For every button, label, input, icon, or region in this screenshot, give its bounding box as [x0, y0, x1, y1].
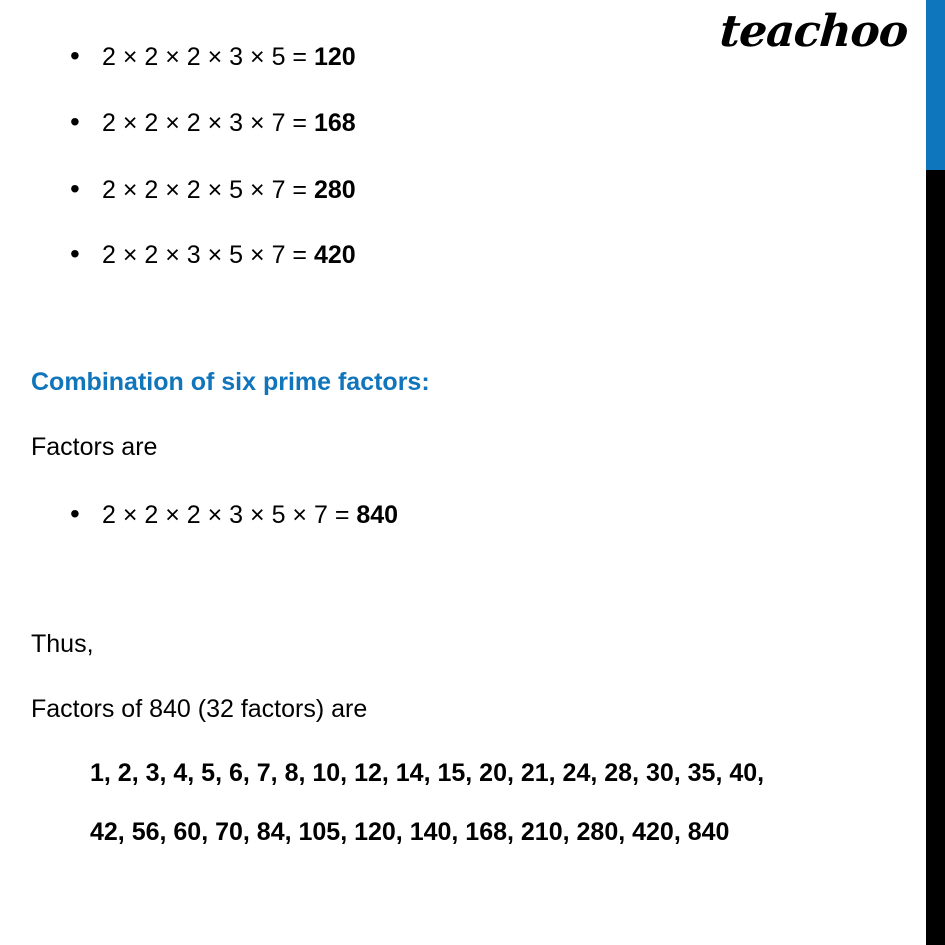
bullet-equation [102, 111, 356, 136]
factors-are-label: Factors are [31, 433, 158, 461]
bullet-item [70, 175, 356, 203]
right-edge-black-bar [926, 170, 945, 945]
bullet-dot-icon: • [70, 40, 80, 71]
bullet-expression: 2 × 2 × 2 × 3 × 5 × 7 = [102, 501, 357, 529]
bullet-result: 120 [313, 43, 356, 71]
bullet-result: 168 [313, 109, 356, 137]
bullet-result: 280 [313, 176, 356, 204]
bullet-dot-icon: • [70, 173, 80, 204]
bullet-equation [102, 178, 356, 203]
bullet-dot-icon: • [70, 106, 80, 137]
bullet-result: 420 [313, 241, 356, 269]
bullet-dot-icon: • [70, 238, 80, 269]
bullet-expression: 2 × 2 × 2 × 3 × 7 = [102, 109, 314, 137]
bullet-result: 840 [356, 501, 399, 529]
bullet-equation [102, 243, 356, 268]
bullet-equation [102, 503, 398, 528]
right-edge-blue-bar [926, 0, 945, 170]
thus-label: Thus, [31, 630, 94, 658]
bullet-item [70, 240, 356, 268]
bullet-item-six-factors [70, 500, 398, 528]
bullet-expression: 2 × 2 × 2 × 5 × 7 = [102, 176, 314, 204]
bullet-expression: 2 × 2 × 2 × 3 × 5 = [102, 43, 314, 71]
factor-list-line: 42, 56, 60, 70, 84, 105, 120, 140, 168, 210, 280, 420, 840 [90, 818, 730, 846]
bullet-item [70, 42, 356, 70]
bullet-item [70, 108, 356, 136]
section-heading: Combination of six prime factors: [31, 368, 430, 396]
bullet-expression: 2 × 2 × 3 × 5 × 7 = [102, 241, 314, 269]
bullet-equation [102, 45, 356, 70]
factor-list-line: 1, 2, 3, 4, 5, 6, 7, 8, 10, 12, 14, 15, 20, 21, 24, 28, 30, 35, 40, [90, 759, 765, 787]
conclusion-label: Factors of 840 (32 factors) are [31, 695, 368, 723]
teachoo-logo: teachoo [717, 6, 909, 57]
bullet-dot-icon: • [70, 498, 80, 529]
